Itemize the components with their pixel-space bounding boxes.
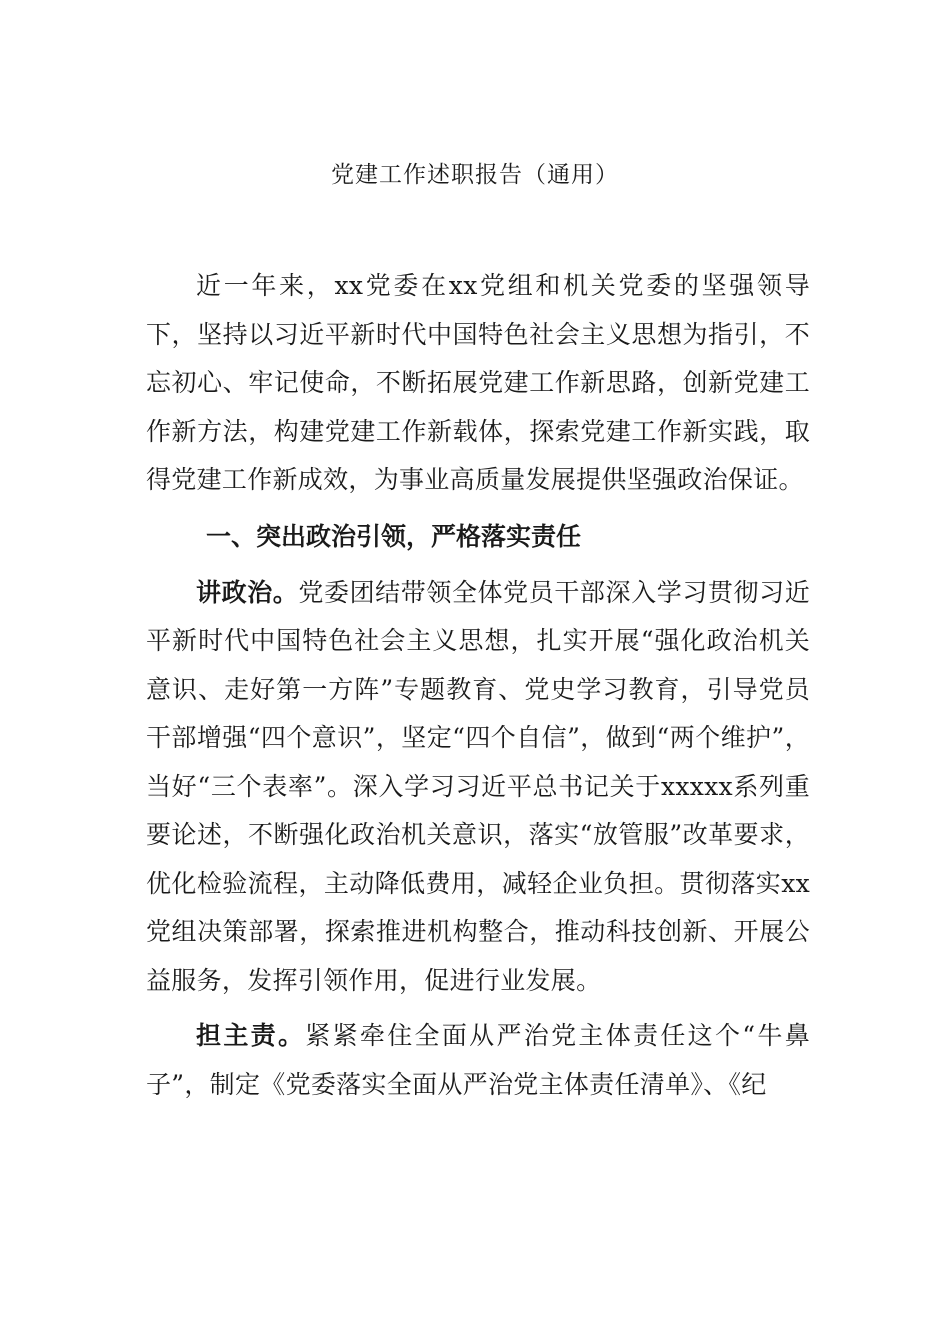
paragraph-responsibility <box>146 1012 810 1109</box>
intro-paragraph: 近一年来，xx党委在xx党组和机关党委的坚强领导下，坚持以习近平新时代中国特色社会主义思想为指引，不忘初心、牢记使命，不断拓展党建工作新思路，创新党建工作新方法，构建党建工作新载体，探索党建工作新实践，取得党建工作新成效，为事业高质量发展提供坚强政治保证。 <box>146 271 810 494</box>
paragraph-text: 紧紧牵住全面从严治党主体责任这个“牛鼻子”，制定《党委落实全面从严治党主体责任清单》、《纪 <box>146 1021 811 1099</box>
document-body <box>146 262 810 1109</box>
document-title: 党建工作述职报告（通用） <box>331 162 619 188</box>
section-heading: 一、突出政治引领，严格落实责任 <box>206 521 582 551</box>
paragraph-lead: 讲政治。 <box>196 577 299 607</box>
paragraph-lead: 担主责。 <box>196 1021 306 1050</box>
paragraph-text: 党委团结带领全体党员干部深入学习贯彻习近平新时代中国特色社会主义思想，扎实开展“强化政治机关意识、走好第一方阵”专题教育、党史学习教育，引导党员干部增强“四个意识”，坚定“四个自信”，做到“两个维护”，当好“三个表率”。深入学习习近平总书记关于xxxxx系列重要论述，不断强化政治机关意识，落实“放管服”改革要求，优化检验流程，主动降低费用，减轻企业负担。贯彻落实xx党组决策部署，探索推进机构整合，推动科技创新、开展公益服务，发挥引领作用，促进行业发展。 <box>146 577 810 995</box>
paragraph-politics <box>146 569 810 1006</box>
